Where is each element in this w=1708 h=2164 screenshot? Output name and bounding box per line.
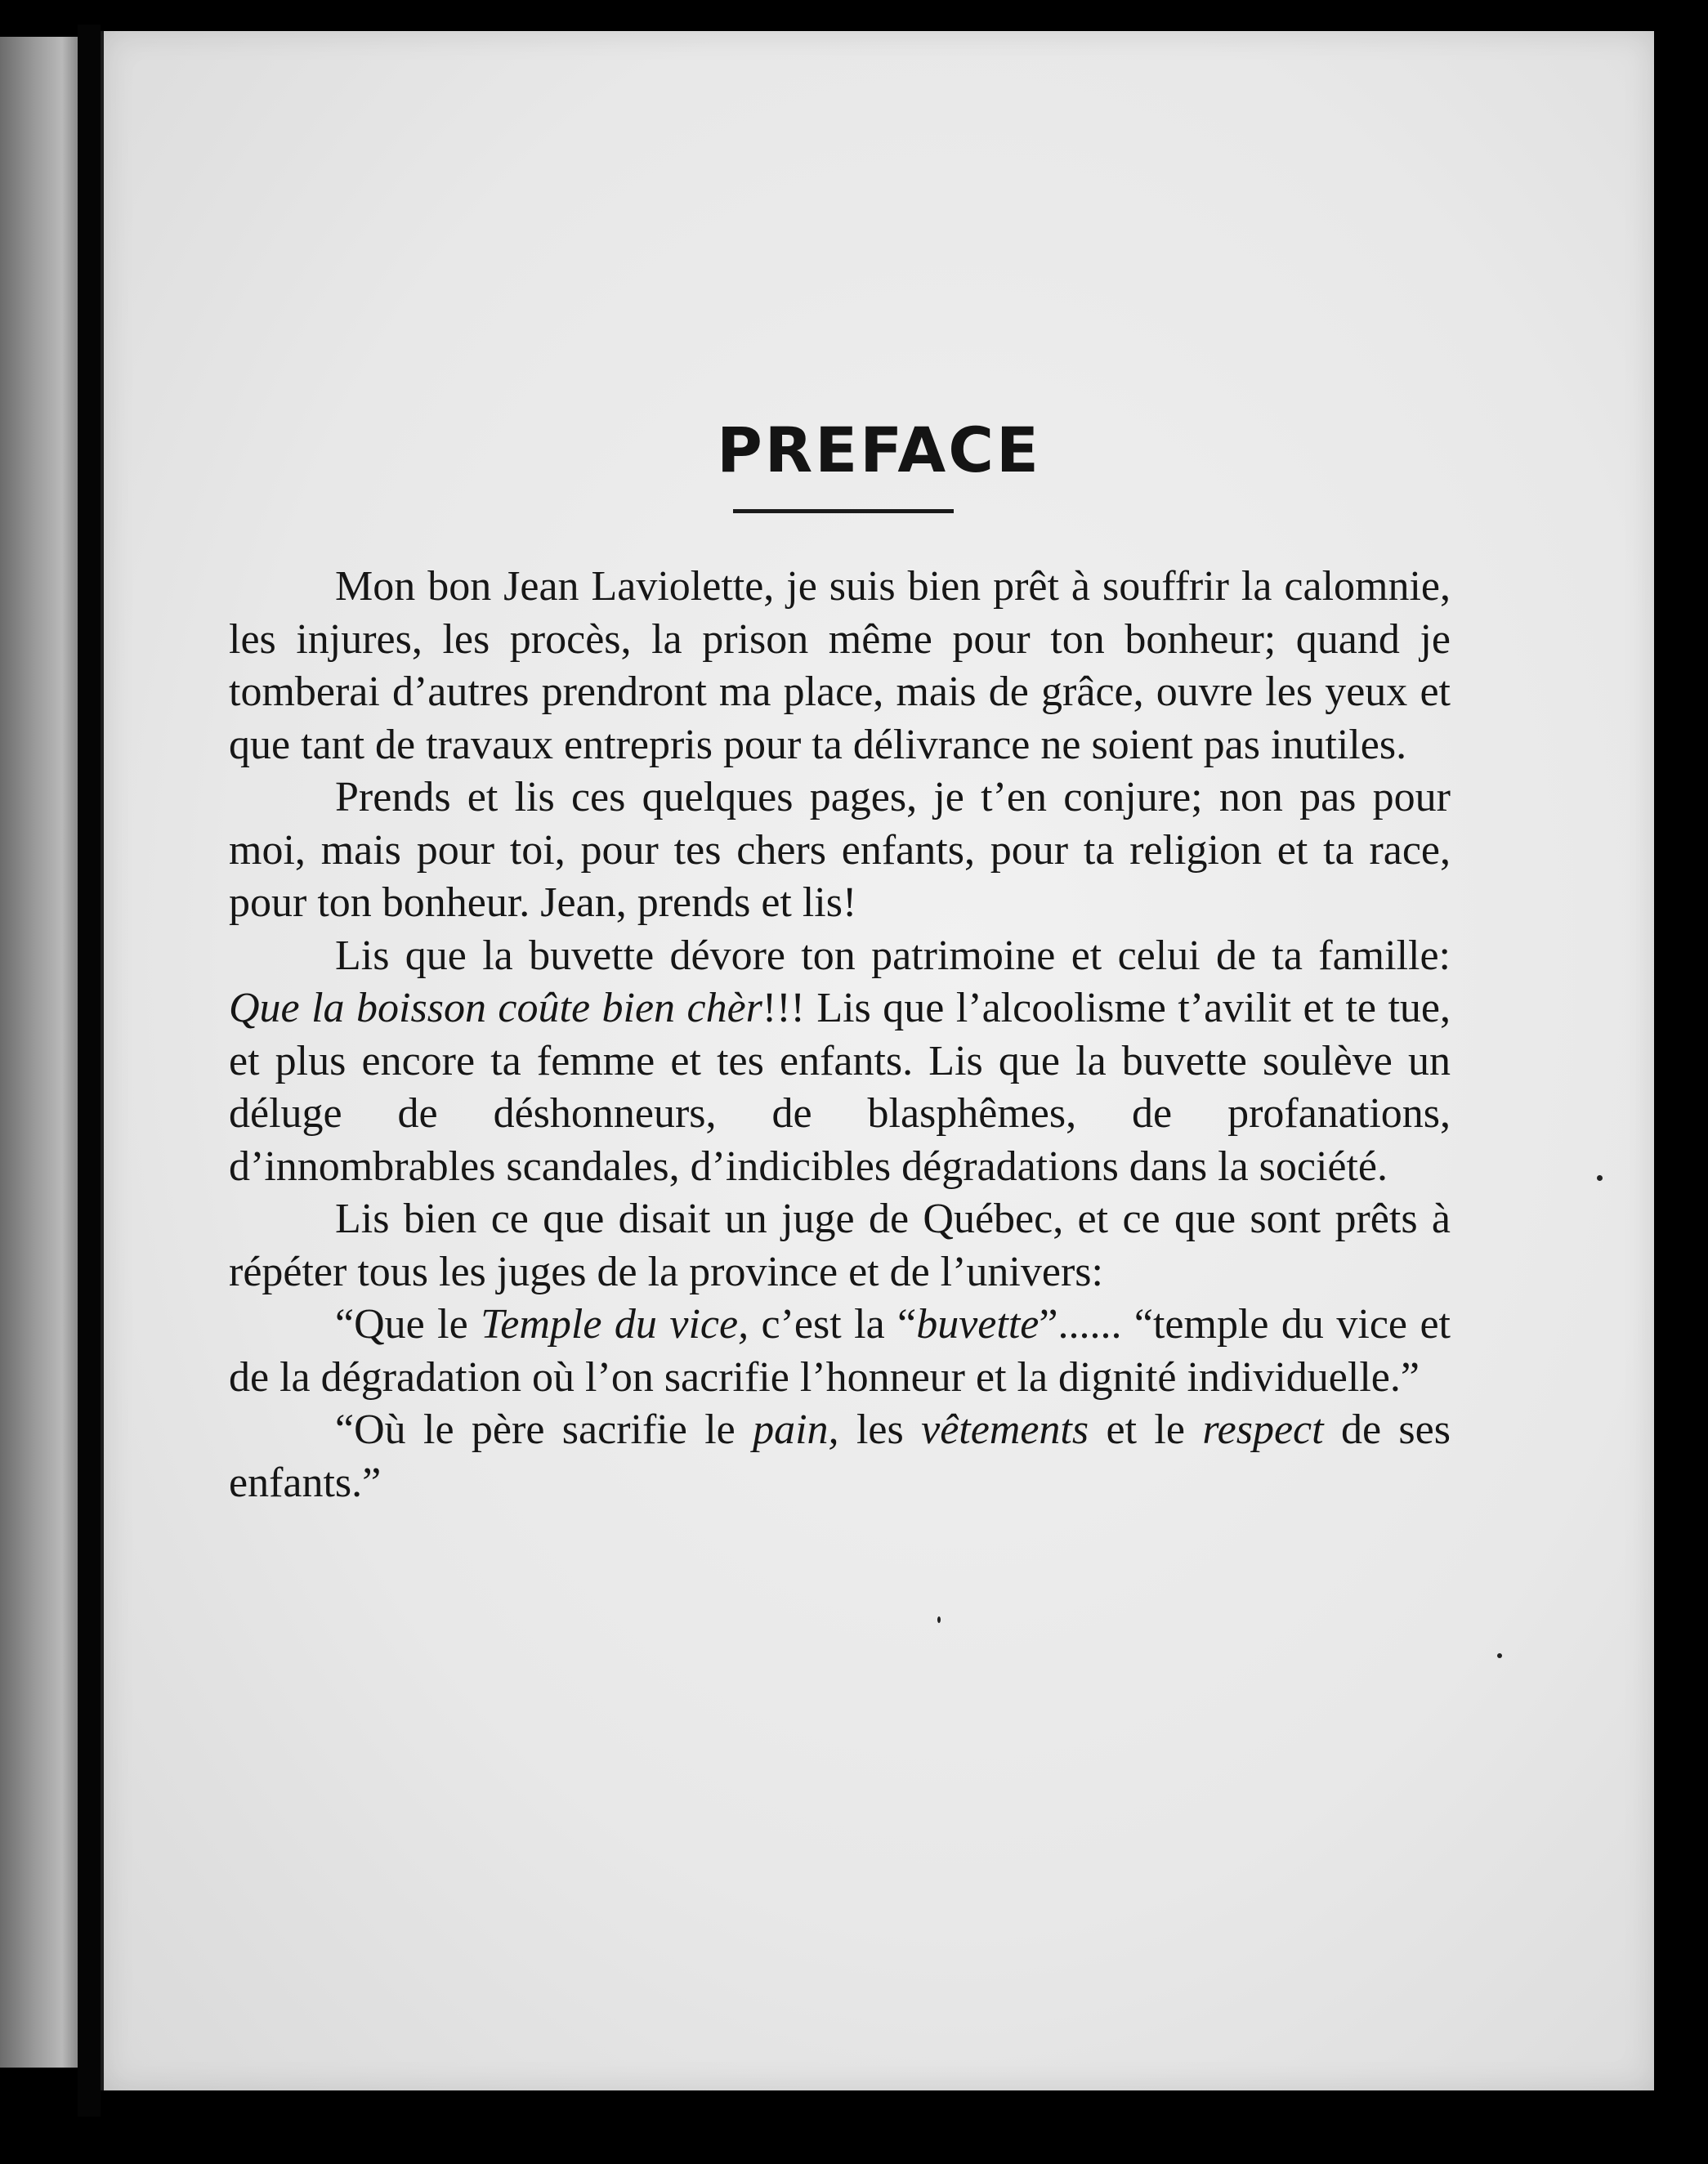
paragraph-3-text-a: Lis que la buvette dévore ton patrimoine et celui de ta famille: (335, 932, 1451, 979)
page-title: PREFACE (717, 414, 1041, 486)
quote-1-italic-temple: Temple du vice, (481, 1301, 749, 1348)
quote-2 (229, 1404, 1451, 1509)
quote-1 (229, 1299, 1451, 1404)
title-divider (733, 509, 954, 513)
paragraph-4: Lis bien ce que disait un juge de Québec, et ce que sont prêts à répéter tous les juges de la province et de l’univers: (229, 1196, 1451, 1295)
paper-speck (1497, 1653, 1502, 1658)
preface-body (229, 561, 1451, 1509)
quote-2-italic-respect: respect (1202, 1406, 1324, 1453)
paragraph-3-text-c: !!! Lis que l’alcoolisme t’avilit et te tue, et plus encore ta femme et tes enfants. Lis que la buvette soulève un déluge de déshonneurs, de blasphêmes, de profanations, d’innombrables scandales, d’indicibles dégradations dans la société. (229, 985, 1451, 1190)
paper-speck (1597, 1175, 1603, 1181)
paper-speck (937, 1616, 941, 1623)
quote-2-text-e: et le (1089, 1406, 1203, 1453)
quote-2-text-g: de ses enfants.” (229, 1406, 1451, 1506)
quote-2-italic-vetements: vêtements (921, 1406, 1089, 1453)
quote-2-text-a: “Où le père sacrifie le (335, 1406, 753, 1453)
quote-1-text-a: “Que le (335, 1301, 481, 1348)
paragraph-1: Mon bon Jean Laviolette, je suis bien prêt à souffrir la calomnie, les injures, les procès, la prison même pour ton bonheur; quand je tomberai d’autres prendront ma place, mais de grâce, ouvre les yeux et que tant de travaux entrepris pour ta délivrance ne soient pas inutiles. (229, 563, 1451, 768)
previous-page-edge (0, 37, 78, 2068)
book-gutter (78, 25, 101, 2117)
quote-1-text-c: c’est la “ (749, 1301, 917, 1348)
book-page (101, 31, 1654, 2090)
quote-2-italic-pain: pain, (753, 1406, 839, 1453)
paragraph-3 (229, 930, 1451, 1194)
paragraph-3-italic: Que la boisson coûte bien chèr (229, 985, 762, 1031)
quote-1-italic-buvette: buvette (916, 1301, 1040, 1348)
paragraph-2: Prends et lis ces quelques pages, je t’en conjure; non pas pour moi, mais pour toi, pour tes chers enfants, pour ta religion et ta race, pour ton bonheur. Jean, prends et lis! (229, 774, 1451, 926)
quote-1-text-e: ”...... “temple du vice et de la dégradation où l’on sacrifie l’honneur et la dignité individuelle.” (229, 1301, 1451, 1401)
quote-2-text-c: les (838, 1406, 922, 1453)
